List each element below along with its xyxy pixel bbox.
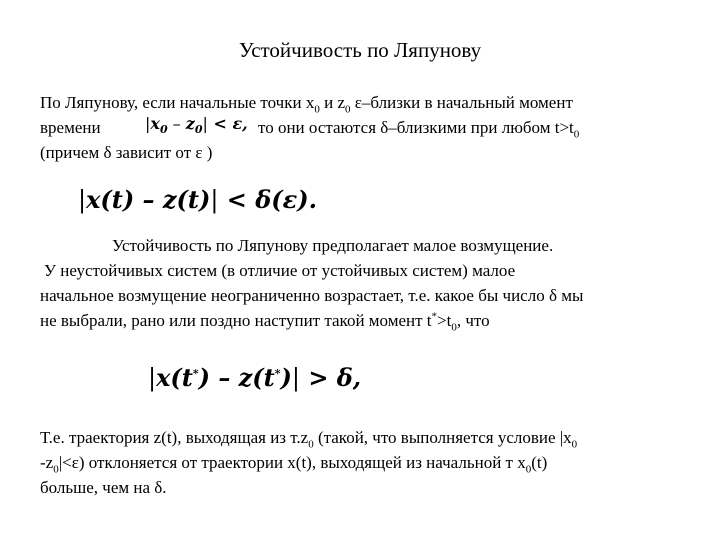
text: (такой, что выполняется условие |x [313, 428, 572, 447]
abs-bar-left: | [145, 114, 151, 133]
text: времени [40, 118, 101, 137]
para1-line3 [40, 140, 212, 165]
text: начальное возмущение неограниченно возрастает, т.е. какое бы число δ мы [40, 286, 584, 305]
equation-delta-exceeded [148, 363, 361, 392]
text: >t [437, 311, 452, 330]
text: Т.е. траектория z(t), выходящая из т.z [40, 428, 309, 447]
para2-line2 [44, 258, 515, 283]
text: Устойчивость по Ляпунову предполагает малое возмущение. [112, 236, 554, 255]
para1-line2-start [40, 115, 101, 140]
subscript: 0 [159, 123, 168, 137]
abs-bar: | [148, 364, 157, 392]
subscript: 0 [53, 463, 59, 476]
text: У неустойчивых систем (в отличие от устойчивых систем) малое [44, 261, 516, 280]
subscript: 0 [573, 128, 580, 141]
abs-bar: | [210, 186, 219, 214]
text: (причем δ зависит от ε ) [40, 143, 213, 162]
condition-epsilon [145, 114, 248, 137]
para2-line3 [40, 283, 583, 308]
text: больше, чем на δ. [40, 478, 167, 497]
eq-part: x(t [156, 363, 193, 392]
para1-line2-end [258, 115, 579, 140]
superscript: * [431, 310, 438, 323]
eq-relation: > δ, [299, 363, 362, 392]
subscript: 0 [314, 103, 320, 116]
text: то они остаются δ–близкими при любом t>t [258, 118, 574, 137]
abs-bar: | [291, 364, 300, 392]
eq-relation: < δ(ε). [218, 185, 317, 214]
para2-line4 [40, 308, 490, 333]
subscript: 0 [571, 438, 578, 451]
para3-line1 [40, 425, 577, 450]
subscript: 0 [525, 463, 532, 476]
text: -z [40, 453, 54, 472]
eq-expression: x(t) – z(t) [86, 185, 211, 214]
subscript: 0 [345, 103, 351, 116]
para3-line3 [40, 475, 167, 500]
subscript: 0 [194, 123, 203, 137]
relation: < ε, [207, 114, 248, 133]
equation-delta-epsilon [78, 185, 317, 214]
para2-line1 [112, 233, 553, 258]
var-x: x [150, 114, 160, 133]
var-z: z [185, 114, 195, 133]
text: , что [456, 311, 490, 330]
subscript: 0 [308, 438, 314, 451]
abs-bar-right: | [202, 114, 208, 133]
text: не выбрали, рано или поздно наступит такой момент t [40, 311, 432, 330]
text: ε–близки в начальный момент [350, 93, 573, 112]
abs-bar: | [78, 186, 87, 214]
text: |<ε) отклоняется от траектории x(t), выходящей из начальной т x [58, 453, 526, 472]
superscript: * [274, 367, 281, 380]
text: и z [319, 93, 345, 112]
text: По Ляпунову, если начальные точки x [40, 93, 315, 112]
text: (t) [531, 453, 548, 472]
minus: – [167, 114, 186, 133]
superscript: * [192, 367, 199, 380]
para3-line2 [40, 450, 547, 475]
eq-part: ) [280, 363, 292, 392]
subscript: 0 [451, 321, 457, 334]
page-title: Устойчивость по Ляпунову [238, 38, 482, 62]
eq-part: ) – z(t [198, 363, 275, 392]
para1-line1 [40, 90, 573, 115]
